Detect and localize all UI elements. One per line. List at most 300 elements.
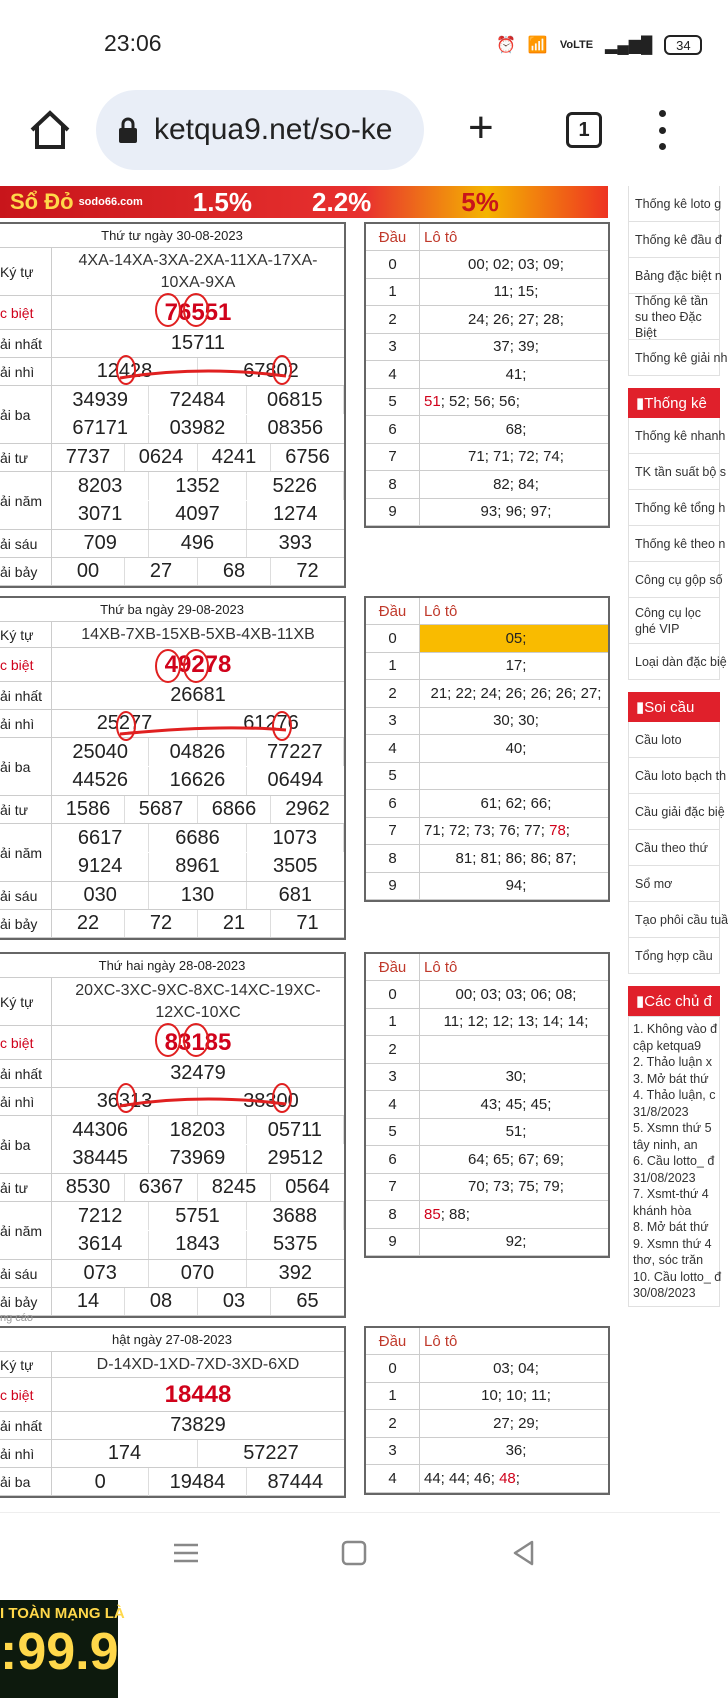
special-prize: 49278 [164, 650, 232, 678]
prize-number: 5226 [247, 472, 344, 500]
loto-values [420, 471, 608, 498]
system-nav-bar [0, 1512, 720, 1600]
back-icon[interactable] [510, 1539, 538, 1567]
loto-value-text: 21; 22; 24; 26; 26; 26; 27; [430, 684, 602, 702]
loto-row [366, 1146, 608, 1174]
row-values [52, 1088, 344, 1115]
loto-value-text: 94; [505, 877, 527, 895]
loto-value-text: 71; 72; 73; 76; 77; [424, 822, 550, 840]
loto-values [420, 1355, 608, 1382]
search-icon: ▮ [636, 699, 645, 716]
prize-number: 34939 [52, 386, 149, 414]
row-values [52, 386, 344, 443]
loto-head-digit: 8 [366, 471, 420, 498]
sidebar-link[interactable]: Cầu giải đặc biệ [628, 794, 720, 830]
sidebar-link[interactable]: Công cụ lọc ghé VIP [628, 598, 720, 644]
row-values [52, 910, 344, 937]
loto-row [366, 444, 608, 472]
row-values [52, 1174, 344, 1201]
loto-values [420, 306, 608, 333]
section-title: Soi cầu [644, 698, 695, 716]
prize-number: 8961 [149, 853, 246, 881]
prize-number: 21 [198, 910, 271, 937]
topic-link[interactable]: tây ninh, an [633, 1137, 698, 1152]
prize-number: 26681 [170, 684, 226, 706]
loto-row [366, 471, 608, 499]
loto-values [420, 1174, 608, 1201]
loto-row [366, 1438, 608, 1466]
header-loto: Lô tô [424, 602, 458, 620]
prize-number: 496 [149, 530, 246, 557]
sidebar-link[interactable]: Cầu theo thứ [628, 830, 720, 866]
loto-value-text: 27; 29; [493, 1414, 539, 1432]
prize-number: 00 [52, 558, 125, 585]
loto-head-digit: 4 [366, 1091, 420, 1118]
top-ad-banner[interactable] [0, 186, 608, 218]
loto-values [420, 873, 608, 900]
prize-number: 67802 [243, 360, 299, 382]
loto-row [366, 1009, 608, 1037]
row-label: ải sáu [0, 882, 52, 909]
sidebar-section-header [628, 388, 720, 418]
prize-number: 5687 [125, 796, 198, 823]
prize-number: 15711 [170, 332, 226, 354]
result-row [0, 1260, 344, 1288]
loto-values [420, 653, 608, 680]
row-values [52, 1412, 344, 1439]
prize-number: 72 [296, 560, 319, 582]
prize-number: 72484 [149, 386, 246, 414]
recents-icon[interactable] [172, 1539, 200, 1567]
prize-number: 174 [52, 1440, 198, 1467]
sidebar-link[interactable]: Công cụ gộp số [628, 562, 720, 598]
result-row [0, 1288, 344, 1316]
topic-link[interactable]: 31/08/2023 [633, 1170, 696, 1185]
prize-number: 392 [278, 1262, 312, 1284]
sidebar-link[interactable]: Tạo phôi cầu tuầ [628, 902, 720, 938]
row-values [52, 1026, 344, 1059]
prize-number: 03982 [149, 415, 246, 443]
topic-list [628, 1016, 720, 1307]
loto-values [420, 334, 608, 361]
prize-number: 61276 [243, 712, 299, 734]
prize-number: 6367 [125, 1174, 198, 1201]
result-row [0, 682, 344, 710]
loto-table [364, 952, 610, 1258]
loto-head-digit: 6 [366, 416, 420, 443]
prize-number: 87444 [267, 1470, 324, 1493]
tab-switcher-button[interactable]: 1 [566, 112, 602, 148]
loto-head-digit: 3 [366, 708, 420, 735]
row-label: ải năm [0, 1202, 52, 1259]
loto-value-text: 82; 84; [493, 475, 539, 493]
result-table [0, 596, 346, 940]
topic-link[interactable]: khánh hòa [633, 1203, 692, 1218]
prize-number: 5751 [149, 1202, 246, 1230]
prize-number: 681 [278, 884, 312, 906]
loto-values [420, 361, 608, 388]
topic-link[interactable]: 9. Xsmn thứ 4 [633, 1236, 712, 1251]
loto-row [366, 873, 608, 901]
prize-number: 08356 [267, 417, 324, 439]
row-label: ải nhì [0, 358, 52, 385]
loto-head-digit: 4 [366, 1465, 420, 1492]
result-row [0, 472, 344, 530]
loto-row [366, 653, 608, 681]
topic-link[interactable]: 8. Mở bát thứ [633, 1220, 709, 1234]
loto-row [366, 708, 608, 736]
code-text: 20XC-3XC-9XC-8XC-14XC-19XC-12XC-10XC [75, 982, 321, 1021]
result-date: Thứ ba ngày 29-08-2023 [0, 598, 344, 622]
loto-value-text: 43; 45; 45; [480, 1095, 552, 1113]
prize-number: 030 [52, 882, 149, 909]
row-label: Ký tự [0, 248, 52, 295]
loto-value-text: 11; 12; 12; 13; 14; 14; [443, 1013, 589, 1031]
prize-number: 08 [125, 1288, 198, 1315]
prize-number: 8530 [52, 1174, 125, 1201]
address-bar[interactable] [96, 90, 424, 170]
prize-number: 1843 [149, 1231, 246, 1259]
topic-link[interactable]: thơ, sóc trăn [633, 1253, 704, 1267]
prize-number: 9124 [52, 853, 149, 881]
loto-value-text: 37; 39; [493, 338, 539, 356]
loto-values [420, 1146, 608, 1173]
loto-table [364, 1326, 610, 1495]
result-row [0, 248, 344, 296]
sidebar-link[interactable]: Thống kê loto g [628, 186, 720, 222]
loto-value-text: 93; 96; 97; [480, 503, 552, 521]
prize-number: 06815 [247, 386, 344, 414]
prize-number: 6686 [149, 824, 246, 852]
loto-value-text: 00; 03; 03; 06; 08; [455, 985, 577, 1003]
loto-row [366, 251, 608, 279]
loto-value-text: 05; [424, 625, 608, 652]
result-row [0, 648, 344, 682]
loto-value-text: 68; [505, 420, 527, 438]
ad-promo-2: 2.2% [312, 186, 372, 217]
prize-number: 38445 [52, 1145, 149, 1173]
result-row [0, 1174, 344, 1202]
loto-head-digit: 0 [366, 1355, 420, 1382]
loto-head-digit: 1 [366, 1383, 420, 1410]
new-tab-button[interactable]: + [468, 103, 494, 152]
result-row [0, 1440, 344, 1468]
loto-values [420, 1383, 608, 1410]
loto-row [366, 416, 608, 444]
row-label: c biệt [0, 1378, 52, 1411]
loto-special-value: 48 [499, 1469, 516, 1487]
loto-row [366, 1465, 608, 1493]
loto-values [420, 790, 608, 817]
loto-values [420, 416, 608, 443]
row-values [52, 358, 344, 385]
header-loto: Lô tô [424, 228, 458, 246]
row-label: c biệt [0, 1026, 52, 1059]
prize-number: 6756 [285, 446, 330, 468]
prize-number: 1073 [247, 824, 344, 852]
row-label: ải nhì [0, 1088, 52, 1115]
row-values [52, 1202, 344, 1259]
home-nav-icon[interactable] [340, 1539, 368, 1567]
row-label: ải ba [0, 386, 52, 443]
loto-row [366, 279, 608, 307]
prize-number: 65 [296, 1290, 319, 1312]
result-row [0, 1088, 344, 1116]
result-table [0, 222, 346, 588]
header-dau: Đầu [366, 598, 420, 624]
signal-icon: ▂▄▆█ [605, 37, 653, 54]
topic-link[interactable]: 3. Mở bát thứ [633, 1071, 709, 1086]
result-row [0, 824, 344, 882]
ad-brand: Sổ Đỏ [10, 189, 74, 214]
prize-number: 6866 [198, 796, 271, 823]
prize-number: 38300 [243, 1090, 299, 1112]
result-row [0, 1412, 344, 1440]
prize-number: 0564 [285, 1176, 330, 1198]
prize-number: 073 [52, 1260, 149, 1287]
row-label: ải tư [0, 1174, 52, 1201]
row-label: ải sáu [0, 530, 52, 557]
loto-values [420, 845, 608, 872]
loto-row [366, 1064, 608, 1092]
row-values [52, 1116, 344, 1173]
topic-link[interactable]: 1. Không vào đ [633, 1022, 718, 1036]
prize-number: 4097 [149, 501, 246, 529]
loto-value-text: ; 52; 56; 56; [440, 393, 520, 411]
row-values [52, 248, 344, 295]
loto-head-digit: 1 [366, 1009, 420, 1036]
sidebar-link[interactable]: Thống kê nhanh [628, 418, 720, 454]
row-values [52, 444, 344, 471]
prize-number: 3505 [273, 855, 318, 877]
loto-values [420, 625, 608, 652]
header-dau: Đầu [366, 1328, 420, 1354]
loto-value-text: 17; [505, 657, 527, 675]
prize-number: 7737 [52, 444, 125, 471]
result-row [0, 710, 344, 738]
row-label: ải nhất [0, 682, 52, 709]
loto-values [420, 708, 608, 735]
sidebar-link[interactable]: Thống kê tổng h [628, 490, 720, 526]
sidebar-link[interactable]: Thống kê giải nh [628, 340, 720, 376]
loto-table [364, 222, 610, 528]
row-values [52, 648, 344, 681]
loto-head-digit: 8 [366, 845, 420, 872]
row-label: c biệt [0, 648, 52, 681]
users-icon: ▮ [636, 993, 645, 1010]
sidebar-section-header [628, 986, 720, 1016]
code-text: 14XB-7XB-15XB-5XB-4XB-11XB [81, 626, 315, 643]
alarm-icon: ⏰ [496, 37, 516, 54]
topic-link[interactable]: 2. Thảo luận x [633, 1055, 712, 1069]
sidebar-link[interactable]: Thống kê tần su theo Đặc Biệt [628, 294, 720, 340]
loto-head-digit: 2 [366, 1036, 420, 1063]
header-dau: Đầu [366, 224, 420, 250]
prize-number: 03 [198, 1288, 271, 1315]
prize-number: 3071 [52, 501, 149, 529]
loto-row [366, 1174, 608, 1202]
prize-number: 57227 [243, 1442, 299, 1464]
ad-promo-1: 1.5% [192, 186, 253, 217]
loto-row [366, 1229, 608, 1257]
row-values [52, 1378, 344, 1411]
result-row [0, 358, 344, 386]
loto-head-digit: 9 [366, 1229, 420, 1256]
sidebar-link[interactable]: TK tần suất bộ s [628, 454, 720, 490]
more-menu-button[interactable] [652, 110, 672, 150]
loto-values [420, 444, 608, 471]
row-label: ải tư [0, 444, 52, 471]
topic-link[interactable]: cập ketqua9 [633, 1038, 702, 1053]
prize-number: 1586 [52, 796, 125, 823]
sidebar-link[interactable]: Sổ mơ [628, 866, 720, 902]
sidebar-link[interactable]: Bảng đặc biệt n [628, 258, 720, 294]
loto-values [420, 818, 608, 845]
sidebar-link[interactable]: Cầu loto [628, 722, 720, 758]
loto-head-digit: 5 [366, 1119, 420, 1146]
loto-row [366, 1091, 608, 1119]
prize-number: 2962 [285, 798, 330, 820]
topic-link[interactable]: 4. Thảo luận, c [633, 1088, 716, 1102]
loto-head-digit: 3 [366, 1064, 420, 1091]
row-label: ải ba [0, 1116, 52, 1173]
result-table [0, 1326, 346, 1498]
topic-link[interactable]: 31/8/2023 [633, 1104, 689, 1119]
loto-special-value: 85 [424, 1205, 441, 1223]
loto-value-text: 51; [505, 1123, 527, 1141]
result-date: Thứ tư ngày 30-08-2023 [0, 224, 344, 248]
prize-number: 67171 [52, 415, 149, 443]
loto-row [366, 361, 608, 389]
wifi-icon: 📶 [527, 37, 548, 54]
prize-number: 77227 [247, 738, 344, 766]
row-label: c biệt [0, 296, 52, 329]
prize-number: 73829 [170, 1414, 226, 1436]
result-row [0, 558, 344, 586]
special-prize: 83185 [164, 1028, 232, 1056]
row-values [52, 738, 344, 795]
prize-number: 29512 [267, 1147, 324, 1169]
prize-number: 27 [125, 558, 198, 585]
loto-row [366, 680, 608, 708]
ad-left-line4: :99.9 [0, 1623, 119, 1681]
row-values [52, 330, 344, 357]
prize-number: 73969 [149, 1145, 246, 1173]
row-label: Ký tự [0, 1352, 52, 1377]
topic-link[interactable]: 5. Xsmn thứ 5 [633, 1121, 712, 1135]
prize-number: 8245 [198, 1174, 271, 1201]
special-prize: 76551 [164, 298, 232, 326]
loto-row [366, 790, 608, 818]
loto-row [366, 1036, 608, 1064]
row-label: ải bảy [0, 910, 52, 937]
loto-values [420, 1009, 608, 1036]
loto-head-digit: 0 [366, 981, 420, 1008]
loto-head-digit: 3 [366, 1438, 420, 1465]
loto-row [366, 818, 608, 846]
loto-values [420, 1064, 608, 1091]
loto-value-text: 24; 26; 27; 28; [468, 310, 564, 328]
loto-values [420, 1201, 608, 1228]
loto-head-digit: 0 [366, 251, 420, 278]
loto-values [420, 981, 608, 1008]
topic-link[interactable]: 7. Xsmt-thứ 4 [633, 1187, 709, 1201]
prize-number: 3614 [52, 1231, 149, 1259]
lock-icon [118, 116, 138, 144]
result-row [0, 1202, 344, 1260]
loto-special-value: 78 [549, 822, 566, 840]
loto-head-digit: 7 [366, 818, 420, 845]
status-time: 23:06 [104, 30, 162, 56]
row-values [52, 824, 344, 881]
loto-values [420, 1036, 608, 1063]
loto-head-digit: 2 [366, 306, 420, 333]
prize-number: 36313 [52, 1088, 198, 1115]
row-values [52, 796, 344, 823]
topic-link[interactable]: 6. Cầu lotto_ đ [633, 1154, 715, 1168]
row-values [52, 1440, 344, 1467]
browser-toolbar [0, 90, 720, 186]
loto-values [420, 499, 608, 526]
sidebar-link[interactable]: Loại dàn đặc biệ [628, 644, 720, 680]
topic-link[interactable]: 10. Cầu lotto_ đ [633, 1269, 722, 1284]
loto-header [366, 1328, 608, 1355]
prize-number: 8203 [52, 472, 149, 500]
row-label: ải nhất [0, 1412, 52, 1439]
loto-row [366, 625, 608, 653]
home-icon[interactable] [28, 108, 72, 152]
row-label: ải nhất [0, 1060, 52, 1087]
sidebar-link[interactable]: Thống kê theo n [628, 526, 720, 562]
result-row [0, 530, 344, 558]
loto-header [366, 598, 608, 625]
loto-values [420, 1229, 608, 1256]
result-row [0, 1352, 344, 1378]
result-row [0, 796, 344, 824]
code-text: D-14XD-1XD-7XD-3XD-6XD [96, 1356, 300, 1373]
loto-row [366, 1355, 608, 1383]
loto-head-digit: 1 [366, 279, 420, 306]
chart-icon: ▮ [636, 395, 645, 412]
topic-link[interactable]: 30/08/2023 [633, 1286, 696, 1300]
prize-number: 44526 [52, 767, 149, 795]
sidebar-link[interactable]: Tổng hợp cầu [628, 938, 720, 974]
loto-value-text: 40; [505, 739, 527, 757]
section-title: Các chủ đ [644, 992, 712, 1010]
result-row [0, 882, 344, 910]
loto-row [366, 1410, 608, 1438]
prize-number: 71 [296, 912, 319, 934]
loto-value-text: 64; 65; 67; 69; [468, 1150, 564, 1168]
row-label: ải năm [0, 472, 52, 529]
row-label: Ký tự [0, 978, 52, 1025]
result-row [0, 1468, 344, 1496]
row-values [52, 296, 344, 329]
loto-row [366, 389, 608, 417]
prize-number: 06494 [267, 769, 324, 791]
sidebar [628, 186, 728, 1307]
sidebar-link[interactable]: Thống kê đầu đ [628, 222, 720, 258]
battery-icon: 34 [664, 35, 702, 55]
volte-label: VoLTE [559, 39, 594, 51]
sidebar-link[interactable]: Cầu loto bạch th [628, 758, 720, 794]
prize-number: 070 [149, 1260, 246, 1287]
prize-number: 12428 [52, 358, 198, 385]
loto-row [366, 499, 608, 527]
prize-number: 22 [52, 910, 125, 937]
row-values [52, 682, 344, 709]
loto-value-text: ; [565, 822, 570, 840]
